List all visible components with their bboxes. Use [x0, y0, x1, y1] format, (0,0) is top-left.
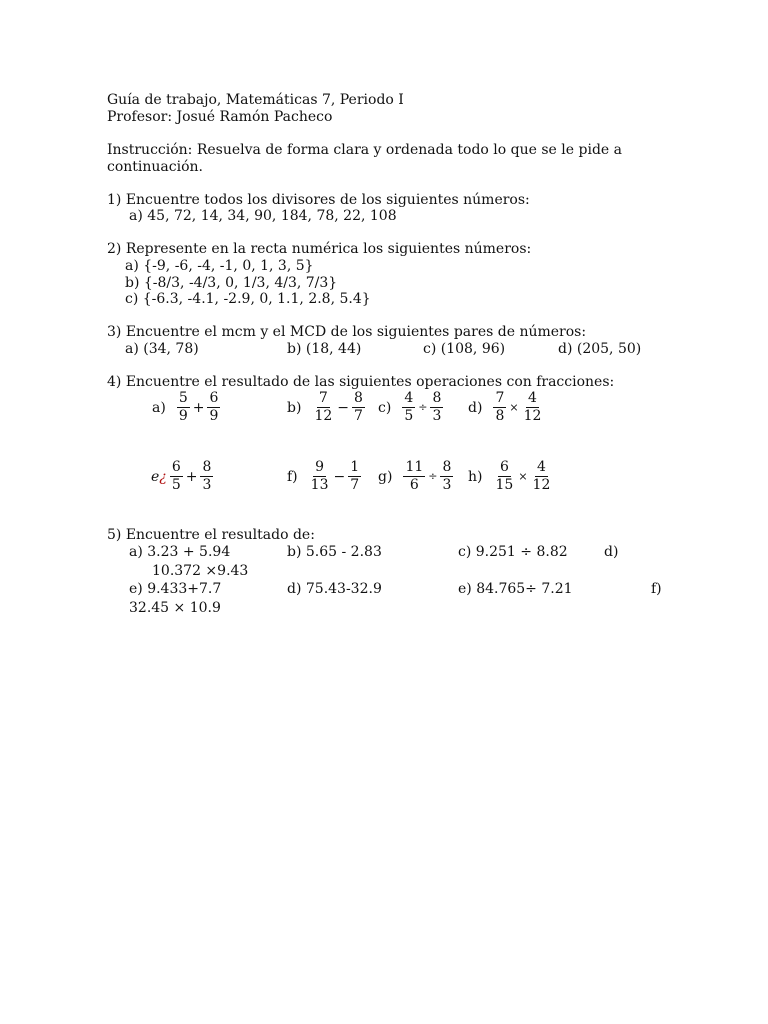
operator: + [185, 468, 198, 485]
denominator: 15 [495, 477, 514, 493]
fraction-item-g [378, 459, 454, 494]
item-label: f) [287, 468, 298, 485]
teacher-name: Profesor: Josué Ramón Pacheco [107, 109, 333, 125]
denominator: 9 [178, 408, 188, 424]
denominator: 5 [404, 408, 414, 424]
question-5-item-d-expression: 10.372 ×9.43 [152, 563, 249, 579]
denominator: 12 [532, 477, 551, 493]
numerator: 6 [209, 390, 219, 406]
numerator: 8 [202, 459, 212, 475]
operator: ÷ [428, 470, 438, 483]
question-3-item-a: a) (34, 78) [125, 341, 199, 357]
question-2-item-a: a) {-9, -6, -4, -1, 0, 1, 3, 5} [125, 258, 314, 274]
denominator: 12 [314, 408, 333, 424]
question-5-item-e-second: e) 84.765÷ 7.21 [458, 581, 573, 597]
fraction-item-f [287, 459, 362, 494]
item-label: g) [378, 468, 393, 485]
numerator: 1 [350, 459, 360, 475]
item-label: a) [152, 399, 166, 416]
question-3-title: 3) Encuentre el mcm y el MCD de los siguientes pares de números: [107, 324, 587, 340]
item-label: h) [468, 468, 483, 485]
numerator: 6 [499, 459, 509, 475]
question-2-item-b: b) {-8/3, -4/3, 0, 1/3, 4/3, 7/3} [125, 275, 338, 291]
denominator: 8 [495, 408, 505, 424]
question-5-title: 5) Encuentre el resultado de: [107, 527, 315, 543]
operator: − [333, 468, 346, 485]
item-label: d) [468, 399, 483, 416]
question-4-title: 4) Encuentre el resultado de las siguientes operaciones con fracciones: [107, 374, 615, 390]
operator: − [337, 399, 349, 416]
question-5-item-f-label: f) [651, 581, 662, 597]
question-2-item-c: c) {-6.3, -4.1, -2.9, 0, 1.1, 2.8, 5.4} [125, 291, 371, 307]
numerator: 8 [354, 390, 363, 406]
numerator: 7 [318, 390, 328, 406]
instruction-line-1: Instrucción: Resuelva de forma clara y ordenada todo lo que se le pide a [107, 142, 622, 158]
denominator: 7 [350, 477, 360, 493]
question-2-title: 2) Represente en la recta numérica los siguientes números: [107, 241, 532, 257]
worksheet-title: Guía de trabajo, Matemáticas 7, Periodo I [107, 92, 404, 108]
item-label: c) [378, 399, 392, 416]
denominator: 3 [202, 477, 212, 493]
operator: ÷ [418, 401, 428, 414]
question-1-title: 1) Encuentre todos los divisores de los siguientes números: [107, 192, 530, 208]
question-1-item-a: a) 45, 72, 14, 34, 90, 184, 78, 22, 108 [129, 208, 397, 224]
fraction-item-c [378, 390, 444, 425]
denominator: 3 [432, 408, 442, 424]
numerator: 9 [315, 459, 325, 475]
fraction-item-e [151, 459, 214, 494]
question-5-item-e: e) 9.433+7.7 [129, 581, 222, 597]
question-5-item-d-label: d) [604, 544, 619, 560]
numerator: 5 [178, 390, 188, 406]
numerator: 11 [405, 459, 424, 475]
numerator: 4 [528, 390, 537, 406]
denominator: 9 [209, 408, 219, 424]
operator: + [192, 399, 205, 416]
question-3-item-c: c) (108, 96) [423, 341, 506, 357]
question-3-item-b: b) (18, 44) [287, 341, 362, 357]
numerator: 4 [536, 459, 546, 475]
denominator: 7 [354, 408, 363, 424]
numerator: 8 [432, 390, 442, 406]
numerator: 6 [171, 459, 181, 475]
numerator: 4 [404, 390, 414, 406]
question-5-item-f-expression: 32.45 × 10.9 [129, 600, 221, 616]
denominator: 3 [442, 477, 452, 493]
operator: × [509, 401, 519, 414]
denominator: 6 [409, 477, 419, 493]
question-5-item-d-second: d) 75.43-32.9 [287, 581, 382, 597]
denominator: 5 [171, 477, 181, 493]
fraction-item-h [468, 459, 553, 494]
operator: × [518, 470, 528, 483]
question-5-item-c: c) 9.251 ÷ 8.82 [458, 544, 568, 560]
question-5-item-b: b) 5.65 - 2.83 [287, 544, 382, 560]
item-label: e¿ [151, 468, 167, 485]
instruction-line-2: continuación. [107, 159, 203, 175]
question-5-item-a: a) 3.23 + 5.94 [129, 544, 231, 560]
fraction-item-b [287, 390, 366, 425]
fraction-item-d [468, 390, 544, 425]
question-3-item-d: d) (205, 50) [558, 341, 642, 357]
numerator: 7 [495, 390, 505, 406]
item-label: b) [287, 399, 302, 416]
numerator: 8 [442, 459, 452, 475]
denominator: 12 [523, 408, 542, 424]
denominator: 13 [310, 477, 329, 493]
fraction-item-a [152, 390, 221, 425]
